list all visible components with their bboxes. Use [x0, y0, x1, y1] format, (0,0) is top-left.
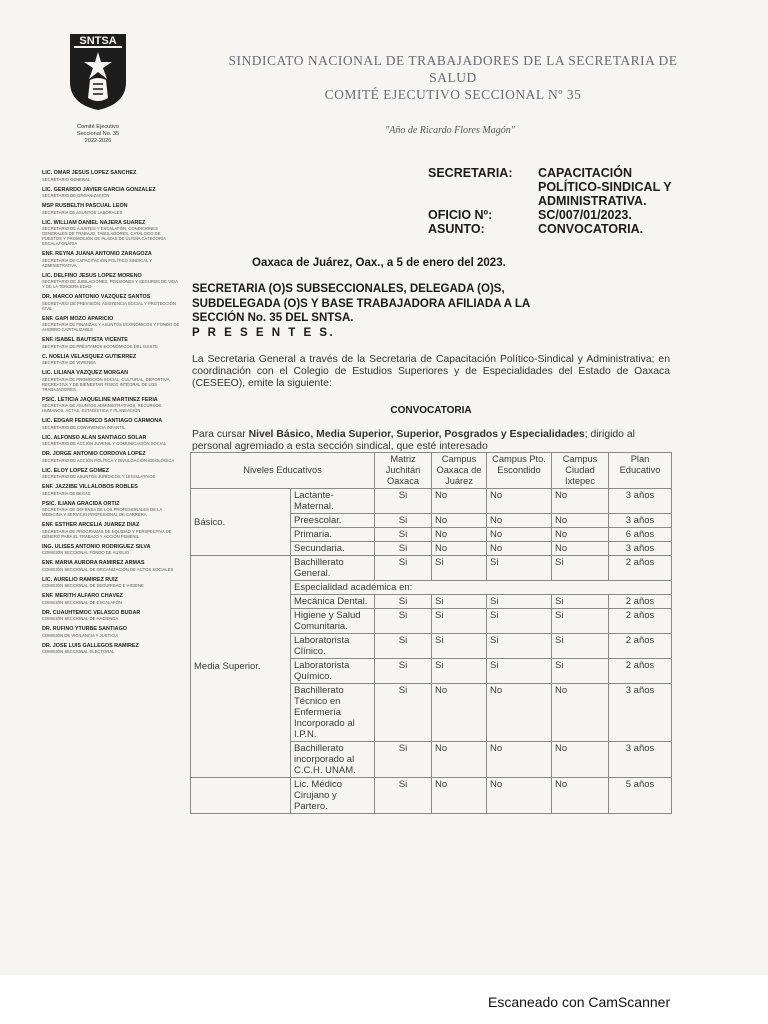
table-cell: Secundaria.	[291, 542, 375, 556]
member-role: COMISIÓN SECCIONAL DE ESCALAFÓN	[42, 599, 122, 605]
table-cell: Higiene y Salud Comunitaria.	[291, 609, 375, 634]
member-role: SECRETARIO DE JUBILACIONES, PENSIONES Y SEGUROS DE VIDA Y DE LA TERCERA EDAD	[42, 279, 178, 289]
member-role: SECRETARIA DE DEFENSA DE LOS PROFESIONALES DE LA MEDICINA Y SERVICIO PROFESIONAL DE CARRERA	[42, 507, 162, 517]
oficio-label: OFICIO Nº:	[428, 208, 493, 222]
member-role: COMISIÓN SECCIONAL DE ORGANIZACIÓN DE ACTOS SOCIALES	[42, 566, 174, 572]
member-name: ENF. MARÍA AURORA RAMÍREZ ARMAS	[42, 560, 145, 566]
table-cell: Laboratorista Químico.	[291, 659, 375, 684]
table-row	[191, 489, 672, 514]
header-oaxaca: Campus Oaxaca de Juárez	[432, 453, 487, 489]
member-name: PSIC. ILIANA GRACIDA ORTIZ	[42, 500, 120, 507]
table-cell: Si	[552, 556, 609, 581]
committee-member	[42, 451, 180, 463]
member-name: LIC. AURELIO RAMÍREZ RUIZ	[42, 576, 118, 583]
union-emblem-icon	[66, 32, 130, 112]
table-cell: No	[432, 684, 487, 742]
committee-members-list	[42, 170, 180, 659]
table-cell: No	[487, 742, 552, 778]
member-role: SECRETARIA DE PRÉSTAMOS ECONÓMICOS DEL ISSSTE	[42, 343, 158, 349]
member-role: COMISIÓN SECCIONAL DE SEGURIDAD E HIGIENE	[42, 583, 144, 588]
member-name: DR. CUAUHTEMOC VELASCO BUDAR	[42, 609, 141, 616]
member-name: ENF. ISABEL BAUTISTA VICENTE	[42, 337, 128, 343]
table-cell: Si	[487, 659, 552, 684]
secretaria-label: SECRETARIA:	[428, 166, 513, 180]
member-name: LIC. WILLIAM DANIEL NAJERA SUÁREZ	[42, 219, 146, 226]
table-cell: Si	[432, 634, 487, 659]
table-cell: No	[552, 514, 609, 528]
caption-line: 2022-2026	[84, 138, 112, 144]
table-cell: Si	[375, 489, 432, 514]
logo-caption	[48, 124, 148, 145]
table-cell: No	[487, 778, 552, 814]
table-cell: No	[487, 542, 552, 556]
table-cell: No	[552, 542, 609, 556]
member-role: SECRETARIA DE PROGRAMAS DE EQUIDAD Y PERSPECTIVA DE GÉNERO PARA EL TRABAJO Y ACCIÓN FEMENIL	[42, 528, 172, 539]
table-cell: Si	[375, 595, 432, 609]
member-name: ENF. ESTHER ARCELIA JUÁREZ DÍAZ	[42, 522, 140, 528]
member-role: SECRETARIO DE ORGANIZACIÓN	[42, 193, 110, 198]
table-cell: Si	[552, 609, 609, 634]
table-cell: Si	[375, 634, 432, 659]
committee-member	[42, 370, 180, 392]
member-name: LIC. ELOY LÓPEZ GÓMEZ	[42, 467, 109, 474]
member-role: SECRETARIA DE FINANZAS Y ASUNTOS ECONÓMICOS Y FONDO DE AHORRO CAPITALIZABLE	[42, 322, 180, 332]
committee-member	[42, 337, 180, 349]
oficio-value: SC/007/01/2023.	[538, 208, 632, 222]
member-role: COMISIÓN SECCIONAL DE HACIENDA	[42, 616, 119, 621]
caption-line: Comité Ejecutivo	[77, 124, 119, 130]
member-role: SECRETARIO DE ACCIÓN JUVENIL Y COMUNICACIÓN SOCIAL	[42, 441, 167, 446]
committee-member	[42, 643, 180, 655]
body-paragraph: La Secretaria General a través de la Secretaria de Capacitación Político-Sindical y Administrativa; en coordinación con el Colegio de Estudios Superiores y de Especialidades del Estado de Oaxaca (CESEEO), emite la siguiente:	[192, 354, 670, 389]
table-cell: 6 años	[609, 528, 672, 542]
member-role: SECRETARIO DE AJUSTES Y ESCALAFÓN, CONDICIONES GENERALES DE TRABAJO, TABULADORES, CATÁLOGO DE PUESTOS Y PROMOCIÓN DE PLAZAS DE ÚLTIMA CATEGORÍA ESCALAFONARIA	[42, 226, 166, 246]
table-cell: Si	[487, 595, 552, 609]
member-name: MSP RUSBELTH PASCUAL LEÓN	[42, 203, 128, 209]
level-basico: Básico.	[191, 489, 291, 556]
addressee	[192, 282, 612, 340]
convocatoria-title: CONVOCATORIA	[390, 405, 472, 416]
table-cell: No	[432, 514, 487, 528]
table-cell: No	[487, 684, 552, 742]
member-name: DR. JORGE ANTONIO CÓRDOVA LÓPEZ	[42, 451, 146, 457]
table-cell: Si	[375, 528, 432, 542]
member-name: LIC. ALFONSO ALAN SANTIAGO SOLAR	[42, 434, 147, 441]
member-name: LIC. GERARDO JAVIER GARCÍA GONZÁLEZ	[42, 186, 156, 193]
member-name: DR. RUFINO YTURBE SANTIAGO	[42, 626, 127, 632]
table-cell: Si	[432, 609, 487, 634]
committee-member	[42, 170, 180, 182]
table-cell: Si	[487, 634, 552, 659]
document-date: Oaxaca de Juárez, Oax., a 5 de enero del 2023.	[252, 257, 506, 269]
table-cell	[191, 778, 291, 814]
motto: "Año de Ricardo Flores Magón"	[385, 125, 515, 136]
committee-member	[42, 468, 180, 480]
table-cell: 2 años	[609, 659, 672, 684]
table-cell: No	[552, 778, 609, 814]
member-role: SECRETARIO GENERAL	[42, 176, 91, 182]
table-cell: 2 años	[609, 634, 672, 659]
addressee-line: SUBDELEGADA (O)S Y BASE TRABAJADORA AFILIADA A LA	[192, 297, 531, 310]
table-cell: No	[432, 778, 487, 814]
addressee-line: P R E S E N T E S.	[192, 326, 336, 339]
intro-post: ; dirigido al personal agremiado a esta sección sindical, que esté interesado	[192, 429, 635, 452]
member-name: LIC. LILIANA VÁZQUEZ MORGAN	[42, 370, 129, 376]
table-cell: Si	[432, 595, 487, 609]
secretaria-value-2: POLÍTICO-SINDICAL Y	[538, 180, 672, 194]
header-line-1: SINDICATO NACIONAL DE TRABAJADORES DE LA SECRETARIA DE	[228, 53, 678, 68]
member-role: SECRETARIA DE CAPACITACIÓN POLÍTICO SINDICAL Y ADMINISTRATIVA	[42, 257, 152, 268]
addressee-line: SECCIÓN No. 35 DEL SNTSA.	[192, 312, 354, 324]
committee-member	[42, 435, 180, 447]
committee-member	[42, 577, 180, 589]
header-ixtepec: Campus Ciudad Ixtepec	[552, 453, 609, 489]
table-cell: No	[432, 742, 487, 778]
member-name: ING. ULISES ANTONIO RODRÍGUEZ SILVA	[42, 543, 151, 550]
table-cell: No	[552, 489, 609, 514]
committee-member	[42, 610, 180, 622]
table-cell: No	[432, 528, 487, 542]
logo-text: SNTSA	[79, 35, 117, 47]
table-cell: 3 años	[609, 542, 672, 556]
header-line-2: SALUD	[429, 70, 477, 85]
member-name: ENF. JAZZIBE VILLALOBOS ROBLES	[42, 484, 138, 490]
table-cell: 2 años	[609, 609, 672, 634]
member-name: C. NOELIA VELÁSQUEZ GUTIÉRREZ	[42, 353, 137, 360]
member-name: PSIC. LETICIA JAQUELINE MARTÍNEZ FERIA	[42, 396, 158, 403]
intro-levels: Nivel Básico, Media Superior, Superior, Posgrados y Especialidades	[248, 429, 585, 440]
committee-member	[42, 560, 180, 572]
table-cell: 3 años	[609, 489, 672, 514]
table-cell: 3 años	[609, 684, 672, 742]
member-name: ENF. GAPI MOZO APARICIO	[42, 315, 114, 322]
table-cell: 5 años	[609, 778, 672, 814]
table-cell: Mecánica Dental.	[291, 595, 375, 609]
education-levels-table	[190, 452, 672, 814]
member-name: LIC. DELFINO JESÚS LÓPEZ MORENO	[42, 272, 142, 279]
asunto-label: ASUNTO:	[428, 222, 485, 236]
table-cell: Si	[375, 742, 432, 778]
member-role: SECRETARIO DE ACCIÓN POLÍTICA Y DIVULGACIÓN IDEOLÓGICA	[42, 457, 175, 463]
level-media-superior: Media Superior.	[191, 556, 291, 778]
table-cell: Lic. Médico Cirujano y Partero.	[291, 778, 375, 814]
table-row	[191, 556, 672, 581]
table-cell: Si	[432, 659, 487, 684]
union-header	[188, 52, 718, 103]
table-cell: No	[487, 528, 552, 542]
table-cell: 3 años	[609, 514, 672, 528]
member-name: LIC. OMAR JESÚS LÓPEZ SÁNCHEZ	[42, 170, 137, 176]
table-header-row	[191, 453, 672, 489]
table-cell: Si	[552, 595, 609, 609]
caption-line: Seccional No. 35	[76, 131, 120, 137]
member-role: SECRETARIA DE ASUNTOS ADMINISTRATIVOS, RECURSOS HUMANOS, ACTAS, ESTADÍSTICA Y PLANEACIÓN	[42, 403, 162, 413]
member-role: SECRETARIO DE PREVISIÓN, ASISTENCIA SOCIAL Y PROTECCIÓN CIVIL	[42, 300, 176, 311]
committee-member	[42, 220, 180, 247]
committee-member	[42, 187, 180, 199]
intro-pre: Para cursar	[192, 429, 249, 440]
member-name: ENF. MERITH ALFARO CHÁVEZ	[42, 593, 123, 599]
asunto-value: CONVOCATORIA.	[538, 222, 644, 236]
table-cell: Si	[375, 542, 432, 556]
table-cell: Si	[375, 609, 432, 634]
member-role: SECRETARIO DE ASUNTOS JURÍDICOS Y LEGISLATIVOS	[42, 474, 156, 479]
header-plan: Plan Educativo	[609, 453, 672, 489]
member-role: COMISIÓN SECCIONAL FONDO DE AUXILIO	[42, 550, 130, 555]
member-role: SECRETARIA DE VIVIENDA	[42, 360, 96, 365]
table-cell: Preescolar.	[291, 514, 375, 528]
member-role: SECRETARIA DE ASUNTOS LABORALES	[42, 209, 123, 215]
member-name: LIC. EDGAR FEDERICO SANTIAGO CARMONA	[42, 418, 163, 424]
committee-member	[42, 354, 180, 366]
addressee-line: SECRETARIA (O)S SUBSECCIONALES, DELEGADA (O)S,	[192, 283, 505, 295]
header-matriz: Matriz Juchitán Oaxaca	[375, 453, 432, 489]
member-role: COMISIÓN SECCIONAL ELECTORAL	[42, 649, 115, 654]
table-cell: 3 años	[609, 742, 672, 778]
header-escondido: Campus Pto. Escondido	[487, 453, 552, 489]
especialidad-label: Especialidad académica en:	[291, 581, 672, 595]
secretaria-value-3: ADMINISTRATIVA.	[538, 194, 647, 208]
table-cell: No	[432, 542, 487, 556]
committee-member	[42, 251, 180, 268]
committee-member	[42, 294, 180, 311]
table-cell: Si	[487, 556, 552, 581]
committee-member	[42, 544, 180, 556]
table-cell: Primaria.	[291, 528, 375, 542]
table-row	[191, 778, 672, 814]
table-cell: Si	[432, 556, 487, 581]
header-line-3: COMITÉ EJECUTIVO SECCIONAL Nº 35	[324, 87, 582, 102]
table-cell: Si	[552, 634, 609, 659]
table-cell: No	[487, 514, 552, 528]
table-cell: 2 años	[609, 556, 672, 581]
table-cell: Laboratorista Clínico.	[291, 634, 375, 659]
table-cell: No	[552, 684, 609, 742]
member-role: SECRETARIA DE PROMOCIÓN SOCIAL, CULTURAL, DEPORTIVA, RECREATIVA Y DE BIENESTAR FÍSICO INTEGRAL DE LOS TRABAJADORES	[42, 376, 171, 392]
table-cell: 2 años	[609, 595, 672, 609]
secretaria-value-1: CAPACITACIÓN	[538, 166, 632, 180]
document-meta	[428, 166, 728, 236]
camscanner-watermark: Escaneado con CamScanner	[488, 994, 671, 1010]
committee-member	[42, 203, 180, 215]
table-cell: Si	[552, 659, 609, 684]
committee-member	[42, 593, 180, 605]
table-cell: Si	[375, 514, 432, 528]
table-cell: Si	[375, 659, 432, 684]
table-cell: Si	[375, 684, 432, 742]
member-role: SECRETARIA DE BECAS	[42, 490, 91, 496]
table-cell: Lactante-Maternal.	[291, 489, 375, 514]
member-name: DR. MARCO ANTONIO VÁZQUEZ SANTOS	[42, 294, 151, 300]
table-cell: No	[552, 742, 609, 778]
table-cell: No	[487, 489, 552, 514]
header-niveles: Niveles Educativos	[191, 453, 375, 489]
member-name: ENF. REYNA JUANA ANTONIO ZARAGOZA	[42, 251, 152, 257]
committee-member	[42, 522, 180, 539]
committee-member	[42, 316, 180, 333]
committee-member	[42, 626, 180, 638]
committee-member	[42, 397, 180, 414]
table-cell: No	[552, 528, 609, 542]
member-name: DR. JOSÉ LUIS GALLEGOS RAMÍREZ	[42, 642, 139, 649]
committee-member	[42, 484, 180, 496]
intro-paragraph	[192, 429, 670, 453]
table-cell: Bachillerato Técnico en Enfermería Incorporado al I.P.N.	[291, 684, 375, 742]
member-role: SECRETARIO DE CONVIVENCIA INFANTIL	[42, 424, 126, 430]
committee-member	[42, 501, 180, 518]
member-role: COMISIÓN DE VIGILANCIA Y JUSTICIA	[42, 632, 119, 638]
table-cell: Si	[375, 778, 432, 814]
table-cell: Si	[375, 556, 432, 581]
table-cell: Si	[487, 609, 552, 634]
table-cell: Bachillerato General.	[291, 556, 375, 581]
table-cell: Bachillerato incorporado al C.C.H. UNAM.	[291, 742, 375, 778]
table-cell: No	[432, 489, 487, 514]
committee-member	[42, 273, 180, 290]
committee-member	[42, 418, 180, 430]
